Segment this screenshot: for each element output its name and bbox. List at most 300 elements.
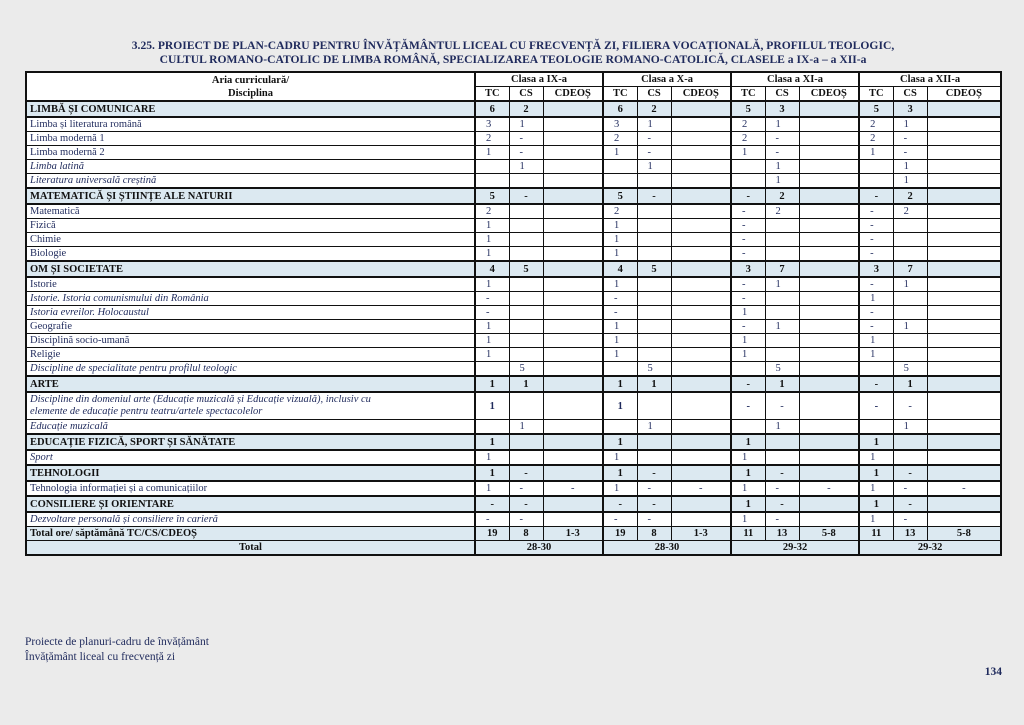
grand-total-row bbox=[26, 541, 1001, 556]
hours-cell-cdeos bbox=[543, 160, 603, 174]
hours-cell-cdeos bbox=[543, 376, 603, 392]
hours-cell-cdeos bbox=[671, 334, 731, 348]
hours-cell-tc: 1 bbox=[859, 334, 893, 348]
row-label: LIMBĂ ȘI COMUNICARE bbox=[26, 101, 475, 117]
hours-cell-cs: 5 bbox=[509, 362, 543, 377]
row-label: Chimie bbox=[26, 233, 475, 247]
hours-cell-tc: 6 bbox=[475, 101, 509, 117]
subheader-cs: CS bbox=[765, 87, 799, 102]
hours-cell-cs: 2 bbox=[893, 204, 927, 219]
hours-cell-tc: 1 bbox=[603, 320, 637, 334]
row-label: TEHNOLOGII bbox=[26, 465, 475, 481]
hours-cell-cs bbox=[637, 277, 671, 292]
hours-cell-tc: 1 bbox=[475, 146, 509, 160]
hours-cell-cdeos bbox=[799, 450, 859, 465]
discipline-row bbox=[26, 146, 1001, 160]
hours-cell-cs bbox=[509, 450, 543, 465]
hours-cell-cs bbox=[893, 219, 927, 233]
hours-cell-cs bbox=[509, 292, 543, 306]
hours-cell-cdeos bbox=[799, 101, 859, 117]
hours-cell-cs: 5 bbox=[637, 362, 671, 377]
hours-cell-tc bbox=[603, 420, 637, 435]
hours-cell-tc: 1 bbox=[859, 465, 893, 481]
hours-cell-tc: 2 bbox=[475, 132, 509, 146]
hours-cell-tc: - bbox=[603, 496, 637, 512]
hours-cell-tc: - bbox=[731, 392, 765, 420]
hours-cell-cdeos bbox=[927, 434, 1001, 450]
hours-cell-cdeos bbox=[799, 233, 859, 247]
row-label: Geografie bbox=[26, 320, 475, 334]
hours-cell-cdeos bbox=[543, 334, 603, 348]
discipline-row bbox=[26, 233, 1001, 247]
row-label: Matematică bbox=[26, 204, 475, 219]
subheader-cdeoș: CDEOȘ bbox=[799, 87, 859, 102]
hours-cell-tc: - bbox=[731, 376, 765, 392]
discipline-row bbox=[26, 450, 1001, 465]
class-header: Clasa a X-a bbox=[603, 72, 731, 87]
hours-cell-cs: 5 bbox=[637, 261, 671, 277]
hours-cell-cdeos: - bbox=[671, 481, 731, 496]
discipline-row bbox=[26, 219, 1001, 233]
hours-cell-cs bbox=[509, 334, 543, 348]
hours-cell-cs bbox=[765, 247, 799, 262]
hours-cell-cs bbox=[637, 334, 671, 348]
hours-cell-cs: 1 bbox=[509, 160, 543, 174]
hours-cell-cs: - bbox=[765, 465, 799, 481]
hours-cell-cs: - bbox=[637, 132, 671, 146]
hours-cell-tc: - bbox=[603, 306, 637, 320]
footer-line-1: Proiecte de planuri-cadru de învățământ bbox=[25, 636, 209, 648]
hours-cell-cdeos bbox=[927, 420, 1001, 435]
hours-cell-cs: - bbox=[509, 188, 543, 204]
hours-cell-cdeos bbox=[927, 247, 1001, 262]
hours-cell-cdeos bbox=[799, 306, 859, 320]
hours-cell-cs bbox=[637, 434, 671, 450]
curricular-area-row bbox=[26, 465, 1001, 481]
hours-cell-cs: 1 bbox=[509, 420, 543, 435]
hours-cell-cs: 1 bbox=[509, 117, 543, 132]
footer-line-2: Învățământ liceal cu frecvență zi bbox=[25, 651, 176, 663]
hours-cell-cdeos bbox=[543, 188, 603, 204]
hours-cell-cdeos bbox=[799, 320, 859, 334]
hours-cell-tc: - bbox=[475, 306, 509, 320]
row-label bbox=[26, 392, 475, 420]
hours-cell-cdeos bbox=[927, 132, 1001, 146]
hours-cell-tc: 1 bbox=[475, 219, 509, 233]
discipline-row bbox=[26, 420, 1001, 435]
hours-cell-tc bbox=[859, 160, 893, 174]
curricular-area-row bbox=[26, 261, 1001, 277]
hours-cell-cs bbox=[765, 348, 799, 362]
hours-cell-cdeos bbox=[671, 146, 731, 160]
hours-cell-cdeos bbox=[799, 362, 859, 377]
hours-cell-tc: 2 bbox=[731, 117, 765, 132]
subheader-cdeoș: CDEOȘ bbox=[671, 87, 731, 102]
hours-cell-tc bbox=[731, 174, 765, 189]
hours-cell-cdeos bbox=[543, 420, 603, 435]
hours-cell-tc bbox=[859, 420, 893, 435]
hours-cell-cs: 1 bbox=[637, 420, 671, 435]
hours-cell-tc: 2 bbox=[475, 204, 509, 219]
hours-cell-cdeos bbox=[543, 465, 603, 481]
hours-cell-tc: 1 bbox=[859, 292, 893, 306]
hours-cell-cs: 1 bbox=[765, 174, 799, 189]
hours-cell-cdeos: 5-8 bbox=[927, 527, 1001, 541]
hours-cell-cdeos bbox=[799, 277, 859, 292]
hours-cell-cs: 1 bbox=[765, 160, 799, 174]
hours-cell-cs: - bbox=[637, 481, 671, 496]
hours-cell-cs bbox=[637, 348, 671, 362]
hours-cell-cdeos bbox=[671, 204, 731, 219]
hours-cell-tc: - bbox=[859, 392, 893, 420]
row-label: Dezvoltare personală și consiliere în carieră bbox=[26, 512, 475, 527]
hours-cell-tc: 3 bbox=[859, 261, 893, 277]
hours-cell-cs: - bbox=[893, 132, 927, 146]
hours-cell-cdeos bbox=[671, 496, 731, 512]
grand-total-label: Total bbox=[26, 541, 475, 556]
hours-cell-cdeos bbox=[927, 496, 1001, 512]
discipline-row bbox=[26, 247, 1001, 262]
hours-cell-cdeos: - bbox=[543, 481, 603, 496]
hours-cell-cs: - bbox=[893, 481, 927, 496]
hours-cell-tc bbox=[731, 420, 765, 435]
row-label: Limba modernă 2 bbox=[26, 146, 475, 160]
hours-cell-tc: 1 bbox=[603, 465, 637, 481]
hours-cell-tc: - bbox=[731, 320, 765, 334]
page-footer bbox=[25, 635, 209, 665]
hours-cell-cdeos bbox=[799, 334, 859, 348]
row-label: Total ore/ săptămână TC/CS/CDEOȘ bbox=[26, 527, 475, 541]
discipline-row bbox=[26, 362, 1001, 377]
hours-cell-cs: - bbox=[637, 188, 671, 204]
total-hours-row bbox=[26, 527, 1001, 541]
hours-cell-tc: - bbox=[603, 292, 637, 306]
hours-cell-tc: - bbox=[731, 233, 765, 247]
hours-cell-cdeos bbox=[543, 348, 603, 362]
hours-cell-cdeos bbox=[671, 233, 731, 247]
hours-cell-tc: 1 bbox=[859, 434, 893, 450]
hours-cell-tc: 1 bbox=[859, 146, 893, 160]
hours-cell-tc: - bbox=[859, 247, 893, 262]
hours-cell-cdeos bbox=[799, 204, 859, 219]
hours-cell-cs: - bbox=[509, 512, 543, 527]
hours-cell-cs bbox=[893, 348, 927, 362]
discipline-row bbox=[26, 174, 1001, 189]
hours-cell-cdeos bbox=[543, 362, 603, 377]
hours-cell-cs bbox=[765, 334, 799, 348]
discipline-row bbox=[26, 292, 1001, 306]
hours-cell-cs bbox=[893, 292, 927, 306]
hours-cell-cdeos bbox=[799, 117, 859, 132]
hours-cell-tc: 1 bbox=[731, 434, 765, 450]
curricular-area-row bbox=[26, 188, 1001, 204]
hours-cell-cs: - bbox=[765, 481, 799, 496]
area-header-line-2: Disciplina bbox=[228, 87, 273, 99]
hours-cell-cdeos bbox=[799, 434, 859, 450]
hours-cell-cs bbox=[893, 450, 927, 465]
hours-cell-cs bbox=[637, 219, 671, 233]
hours-cell-cs bbox=[509, 306, 543, 320]
hours-cell-tc: 1 bbox=[603, 450, 637, 465]
hours-cell-tc: 2 bbox=[859, 117, 893, 132]
subheader-cdeoș: CDEOȘ bbox=[927, 87, 1001, 102]
hours-cell-cs: - bbox=[509, 465, 543, 481]
hours-cell-tc: 2 bbox=[859, 132, 893, 146]
grand-total-value: 29-32 bbox=[859, 541, 1001, 556]
hours-cell-cs: - bbox=[893, 392, 927, 420]
hours-cell-cs bbox=[509, 233, 543, 247]
hours-cell-cdeos bbox=[799, 465, 859, 481]
hours-cell-cdeos bbox=[927, 204, 1001, 219]
area-header-line-1: Aria curriculară/ bbox=[211, 74, 290, 86]
hours-cell-cs: 3 bbox=[893, 101, 927, 117]
hours-cell-tc: - bbox=[731, 188, 765, 204]
grand-total-value: 29-32 bbox=[731, 541, 859, 556]
hours-cell-tc bbox=[475, 174, 509, 189]
hours-cell-cdeos bbox=[543, 247, 603, 262]
hours-cell-cdeos bbox=[543, 320, 603, 334]
hours-cell-cdeos bbox=[799, 348, 859, 362]
hours-cell-tc: 1 bbox=[475, 376, 509, 392]
hours-cell-cdeos bbox=[543, 174, 603, 189]
hours-cell-cdeos bbox=[671, 420, 731, 435]
title-line-1: 3.25. PROIECT DE PLAN-CADRU PENTRU ÎNVĂȚĂMÂNTUL LICEAL CU FRECVENȚĂ ZI, FILIERA VOCAȚIONALĂ, PROFILUL TEOLOGIC, bbox=[131, 39, 895, 52]
hours-cell-cs: 1 bbox=[637, 160, 671, 174]
hours-cell-cdeos bbox=[799, 247, 859, 262]
hours-cell-cdeos bbox=[927, 160, 1001, 174]
row-label: Sport bbox=[26, 450, 475, 465]
grand-total-value: 28-30 bbox=[475, 541, 603, 556]
hours-cell-tc: - bbox=[603, 512, 637, 527]
hours-cell-tc: 11 bbox=[859, 527, 893, 541]
hours-cell-tc: 2 bbox=[603, 204, 637, 219]
hours-cell-tc: - bbox=[859, 277, 893, 292]
hours-cell-tc: 1 bbox=[731, 450, 765, 465]
hours-cell-cs: 1 bbox=[765, 277, 799, 292]
page-number: 134 bbox=[984, 666, 1002, 678]
hours-cell-tc bbox=[731, 160, 765, 174]
row-label: Limba latină bbox=[26, 160, 475, 174]
hours-cell-cdeos bbox=[671, 320, 731, 334]
hours-cell-cdeos bbox=[671, 512, 731, 527]
hours-cell-cs: - bbox=[893, 465, 927, 481]
hours-cell-cdeos: 1-3 bbox=[543, 527, 603, 541]
hours-cell-tc: - bbox=[475, 496, 509, 512]
hours-cell-tc: - bbox=[859, 219, 893, 233]
hours-cell-cs: 1 bbox=[765, 420, 799, 435]
hours-cell-cs bbox=[893, 434, 927, 450]
hours-cell-tc: 4 bbox=[475, 261, 509, 277]
hours-cell-cdeos bbox=[671, 348, 731, 362]
hours-cell-cdeos bbox=[799, 420, 859, 435]
curricular-area-row bbox=[26, 434, 1001, 450]
hours-cell-tc: 5 bbox=[603, 188, 637, 204]
subheader-cdeoș: CDEOȘ bbox=[543, 87, 603, 102]
subheader-tc: TC bbox=[475, 87, 509, 102]
hours-cell-cdeos: - bbox=[927, 481, 1001, 496]
row-label: OM ȘI SOCIETATE bbox=[26, 261, 475, 277]
hours-cell-cdeos bbox=[671, 132, 731, 146]
hours-cell-tc: 1 bbox=[859, 496, 893, 512]
row-label: Istoria evreilor. Holocaustul bbox=[26, 306, 475, 320]
hours-cell-cs bbox=[509, 320, 543, 334]
hours-cell-cs: 1 bbox=[509, 376, 543, 392]
hours-cell-cs: - bbox=[893, 496, 927, 512]
hours-cell-tc: 1 bbox=[603, 434, 637, 450]
hours-cell-tc: 1 bbox=[603, 219, 637, 233]
hours-cell-cdeos bbox=[927, 512, 1001, 527]
row-label: Educație muzicală bbox=[26, 420, 475, 435]
hours-cell-tc bbox=[603, 362, 637, 377]
class-header: Clasa a XI-a bbox=[731, 72, 859, 87]
hours-cell-tc: 1 bbox=[603, 247, 637, 262]
hours-cell-tc: 1 bbox=[475, 334, 509, 348]
hours-cell-cs bbox=[893, 306, 927, 320]
hours-cell-tc: 5 bbox=[731, 101, 765, 117]
title-line-2: CULTUL ROMANO-CATOLIC DE LIMBA ROMÂNĂ, SPECIALIZAREA TEOLOGIE ROMANO-CATOLICĂ, CLASELE a IX-a – a XII-a bbox=[159, 53, 867, 66]
hours-cell-cs: 8 bbox=[509, 527, 543, 541]
hours-cell-cs: 1 bbox=[765, 376, 799, 392]
hours-cell-cs: 7 bbox=[765, 261, 799, 277]
hours-cell-cs bbox=[637, 204, 671, 219]
hours-cell-tc bbox=[859, 362, 893, 377]
discipline-row bbox=[26, 481, 1001, 496]
hours-cell-cs bbox=[509, 219, 543, 233]
hours-cell-cs bbox=[637, 392, 671, 420]
row-label: Istorie. Istoria comunismului din România bbox=[26, 292, 475, 306]
hours-cell-cs bbox=[509, 174, 543, 189]
hours-cell-cs: 1 bbox=[637, 376, 671, 392]
hours-cell-tc: 1 bbox=[603, 334, 637, 348]
hours-cell-cs: 13 bbox=[765, 527, 799, 541]
hours-cell-cs: 2 bbox=[765, 188, 799, 204]
hours-cell-cs: 2 bbox=[637, 101, 671, 117]
hours-cell-tc: - bbox=[731, 247, 765, 262]
discipline-row bbox=[26, 204, 1001, 219]
row-label: Limba modernă 1 bbox=[26, 132, 475, 146]
hours-cell-tc: 1 bbox=[475, 320, 509, 334]
hours-cell-cs: 2 bbox=[765, 204, 799, 219]
hours-cell-cs: - bbox=[893, 146, 927, 160]
hours-cell-cs bbox=[509, 348, 543, 362]
hours-cell-cdeos bbox=[927, 261, 1001, 277]
hours-cell-cdeos: - bbox=[799, 481, 859, 496]
hours-cell-cdeos bbox=[671, 306, 731, 320]
row-label: EDUCAȚIE FIZICĂ, SPORT ȘI SĂNĂTATE bbox=[26, 434, 475, 450]
hours-cell-cs: 8 bbox=[637, 527, 671, 541]
hours-cell-tc: 1 bbox=[859, 512, 893, 527]
hours-cell-cs: - bbox=[765, 146, 799, 160]
hours-cell-tc bbox=[603, 174, 637, 189]
hours-cell-cdeos bbox=[671, 376, 731, 392]
hours-cell-cs: 1 bbox=[637, 117, 671, 132]
hours-cell-cs bbox=[765, 306, 799, 320]
hours-cell-cdeos bbox=[671, 188, 731, 204]
hours-cell-cs: 1 bbox=[893, 174, 927, 189]
hours-cell-cs: 1 bbox=[893, 117, 927, 132]
hours-cell-cdeos bbox=[927, 146, 1001, 160]
hours-cell-cdeos bbox=[799, 392, 859, 420]
curriculum-plan-table bbox=[25, 71, 1002, 556]
hours-cell-cdeos bbox=[671, 292, 731, 306]
hours-cell-cs bbox=[509, 434, 543, 450]
hours-cell-tc: 1 bbox=[859, 450, 893, 465]
document-title bbox=[26, 39, 1000, 67]
hours-cell-tc: 1 bbox=[603, 392, 637, 420]
hours-cell-cs: 7 bbox=[893, 261, 927, 277]
hours-cell-tc: 1 bbox=[859, 348, 893, 362]
hours-cell-tc: 1 bbox=[731, 306, 765, 320]
discipline-row bbox=[26, 320, 1001, 334]
hours-cell-cs bbox=[637, 233, 671, 247]
hours-cell-cdeos bbox=[799, 261, 859, 277]
hours-cell-tc bbox=[859, 174, 893, 189]
hours-cell-cdeos bbox=[543, 146, 603, 160]
hours-cell-cs bbox=[893, 233, 927, 247]
hours-cell-cs bbox=[893, 247, 927, 262]
hours-cell-tc: - bbox=[859, 376, 893, 392]
hours-cell-cdeos bbox=[671, 362, 731, 377]
hours-cell-cs: 2 bbox=[893, 188, 927, 204]
hours-cell-cs bbox=[637, 306, 671, 320]
hours-cell-tc: 1 bbox=[475, 450, 509, 465]
hours-cell-cdeos bbox=[543, 101, 603, 117]
hours-cell-tc: 1 bbox=[603, 376, 637, 392]
hours-cell-cdeos bbox=[543, 261, 603, 277]
hours-cell-cs: - bbox=[765, 132, 799, 146]
hours-cell-cdeos bbox=[927, 334, 1001, 348]
hours-cell-cdeos bbox=[671, 117, 731, 132]
hours-cell-tc: 1 bbox=[731, 496, 765, 512]
hours-cell-cdeos bbox=[927, 450, 1001, 465]
hours-cell-tc: 1 bbox=[603, 481, 637, 496]
hours-cell-cdeos bbox=[927, 219, 1001, 233]
hours-cell-cdeos bbox=[799, 219, 859, 233]
row-label: Istorie bbox=[26, 277, 475, 292]
hours-cell-cdeos bbox=[927, 117, 1001, 132]
hours-cell-cs: 13 bbox=[893, 527, 927, 541]
hours-cell-tc bbox=[475, 160, 509, 174]
hours-cell-cs bbox=[509, 247, 543, 262]
hours-cell-tc: 11 bbox=[731, 527, 765, 541]
hours-cell-cdeos bbox=[927, 362, 1001, 377]
hours-cell-cs bbox=[509, 204, 543, 219]
hours-cell-cdeos bbox=[671, 277, 731, 292]
hours-cell-cdeos bbox=[543, 434, 603, 450]
hours-cell-tc: - bbox=[731, 219, 765, 233]
hours-cell-cs: - bbox=[509, 481, 543, 496]
hours-cell-cdeos bbox=[671, 261, 731, 277]
hours-cell-cdeos bbox=[799, 512, 859, 527]
hours-cell-tc: 1 bbox=[475, 348, 509, 362]
hours-cell-cs: - bbox=[637, 496, 671, 512]
hours-cell-tc: - bbox=[475, 512, 509, 527]
hours-cell-cdeos bbox=[927, 292, 1001, 306]
hours-cell-tc: 3 bbox=[603, 117, 637, 132]
hours-cell-cdeos bbox=[927, 465, 1001, 481]
hours-cell-tc: - bbox=[475, 292, 509, 306]
hours-cell-cdeos bbox=[543, 496, 603, 512]
hours-cell-cs: 1 bbox=[893, 160, 927, 174]
hours-cell-cdeos bbox=[927, 392, 1001, 420]
hours-cell-cs: - bbox=[637, 512, 671, 527]
discipline-row bbox=[26, 392, 1001, 420]
hours-cell-tc: 1 bbox=[731, 481, 765, 496]
hours-cell-tc: 1 bbox=[731, 465, 765, 481]
hours-cell-tc: 6 bbox=[603, 101, 637, 117]
hours-cell-cs: - bbox=[765, 392, 799, 420]
hours-cell-tc: 1 bbox=[475, 277, 509, 292]
